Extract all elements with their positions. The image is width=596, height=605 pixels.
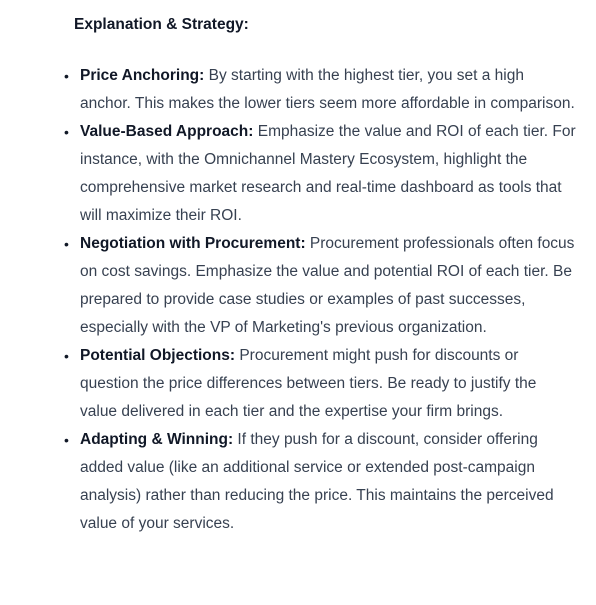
list-item: [64, 342, 576, 426]
item-text: By starting with the highest tier, you set a high anchor. This makes the lower tiers seem more affordable in comparison.: [80, 67, 575, 112]
list-item: [64, 62, 576, 118]
strategy-list: [64, 62, 576, 538]
item-text: Procurement professionals often focus on cost savings. Emphasize the value and potential ROI of each tier. Be prepared to provide case studies or examples of past successes, especially with the VP of Marketing's previous organization.: [80, 235, 575, 336]
item-text: Emphasize the value and ROI of each tier. For instance, with the Omnichannel Mastery Ecosystem, highlight the comprehensive market research and real-time dashboard as tools that will maximize their ROI.: [80, 123, 576, 224]
item-term: Potential Objections:: [80, 347, 236, 364]
item-term: Value-Based Approach:: [80, 123, 254, 140]
bullet-icon: •: [64, 68, 69, 84]
item-text: Procurement might push for discounts or question the price differences between tiers. Be ready to justify the value delivered in each tier and the expertise your firm brings.: [80, 347, 537, 420]
bullet-icon: •: [64, 348, 69, 364]
bullet-icon: •: [64, 236, 69, 252]
list-item: [64, 230, 576, 342]
bullet-icon: •: [64, 432, 69, 448]
item-term: Adapting & Winning:: [80, 431, 234, 448]
item-term: Price Anchoring:: [80, 67, 205, 84]
section-heading: Explanation & Strategy:: [74, 16, 249, 33]
bullet-icon: •: [64, 124, 69, 140]
list-item: [64, 118, 576, 230]
list-item: [64, 426, 576, 538]
item-term: Negotiation with Procurement:: [80, 235, 306, 252]
item-text: If they push for a discount, consider offering added value (like an additional service or extended post-campaign analysis) rather than reducing the price. This maintains the perceived value of your services.: [80, 431, 554, 532]
